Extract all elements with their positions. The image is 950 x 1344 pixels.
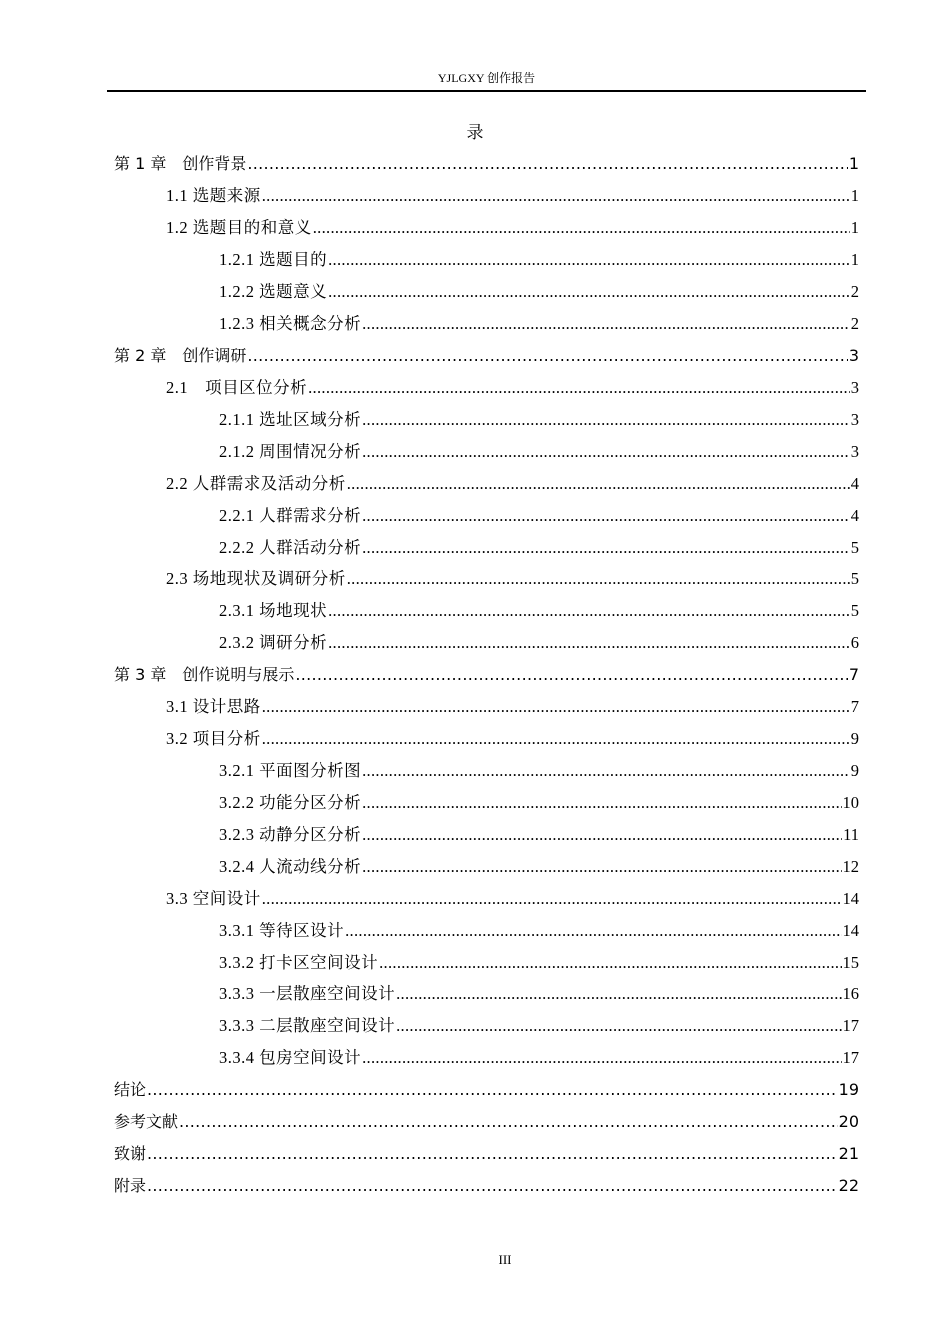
toc-entry-page: 16 (842, 984, 859, 1003)
dot-leader (347, 567, 850, 591)
dot-leader (262, 887, 842, 911)
dot-leader (396, 982, 841, 1006)
dot-leader (345, 919, 841, 943)
toc-title: 录 (466, 123, 484, 143)
toc-entry-page: 17 (842, 1048, 859, 1067)
toc-entry-section-3-2-3[interactable] (219, 823, 859, 847)
dot-leader (295, 663, 847, 687)
toc-entry-section-3-3-1[interactable] (219, 919, 859, 943)
dot-leader (362, 791, 841, 815)
toc-entry-section-2-2[interactable] (166, 472, 859, 496)
toc-entry-label: 第 1 章 创作背景 (114, 154, 247, 173)
toc-entry-page: 1 (848, 154, 859, 173)
toc-entry-appendix[interactable] (114, 1174, 859, 1198)
dot-leader (362, 536, 850, 560)
toc-entry-label: 参考文献 (114, 1112, 179, 1131)
toc-entry-section-2-2-1[interactable] (219, 504, 859, 528)
toc-entry-label: 3.3 空间设计 (166, 889, 261, 908)
toc-entry-section-2-3-1[interactable] (219, 599, 859, 623)
dot-leader (313, 216, 850, 240)
dot-leader (347, 472, 850, 496)
toc-entry-page: 4 (850, 474, 859, 493)
toc-entry-page: 15 (842, 953, 859, 972)
toc-entry-page: 3 (850, 378, 859, 397)
toc-entry-page: 1 (850, 250, 859, 269)
toc-entry-label: 3.3.1 等待区设计 (219, 921, 345, 940)
toc-entry-page: 12 (842, 857, 859, 876)
toc-entry-page: 14 (842, 889, 859, 908)
dot-leader (362, 855, 841, 879)
toc-entry-section-1-2-1[interactable] (219, 248, 859, 272)
toc-entry-page: 1 (850, 186, 859, 205)
dot-leader (247, 344, 847, 368)
dot-leader (328, 280, 850, 304)
toc-entry-page: 3 (848, 346, 859, 365)
toc-entry-label: 1.2 选题目的和意义 (166, 218, 312, 237)
toc-entry-section-2-1[interactable] (166, 376, 859, 400)
toc-entry-page: 5 (850, 569, 859, 588)
dot-leader (379, 951, 841, 975)
toc-entry-label: 2.2.2 人群活动分析 (219, 538, 362, 557)
toc-entry-section-2-1-2[interactable] (219, 440, 859, 464)
toc-entry-conclusion[interactable] (114, 1078, 859, 1102)
toc-entry-page: 7 (850, 697, 859, 716)
dot-leader (362, 312, 850, 336)
toc-entry-page: 22 (838, 1176, 859, 1195)
toc-entry-page: 3 (850, 442, 859, 461)
toc-entry-label: 3.3.4 包房空间设计 (219, 1048, 362, 1067)
dot-leader (362, 408, 850, 432)
toc-entry-page: 21 (838, 1144, 859, 1163)
dot-leader (362, 504, 850, 528)
toc-entry-label: 附录 (114, 1176, 147, 1195)
toc-entry-section-1-2-2[interactable] (219, 280, 859, 304)
toc-entry-section-1-2[interactable] (166, 216, 859, 240)
toc-entry-chapter-1[interactable] (114, 152, 859, 176)
dot-leader (328, 631, 850, 655)
dot-leader (362, 823, 842, 847)
toc-entry-label: 2.3 场地现状及调研分析 (166, 569, 346, 588)
toc-entry-acknowledgements[interactable] (114, 1142, 859, 1166)
toc-entry-label: 1.2.1 选题目的 (219, 250, 328, 269)
toc-entry-label: 第 3 章 创作说明与展示 (114, 665, 295, 684)
toc-entry-page: 5 (850, 538, 859, 557)
toc-entry-section-2-1-1[interactable] (219, 408, 859, 432)
toc-entry-label: 3.2.1 平面图分析图 (219, 761, 362, 780)
toc-entry-page: 14 (842, 921, 859, 940)
toc-entry-section-3-3[interactable] (166, 887, 859, 911)
toc-entry-section-2-3[interactable] (166, 567, 859, 591)
toc-entry-references[interactable] (114, 1110, 859, 1134)
toc-entry-page: 9 (850, 761, 859, 780)
toc-entry-section-3-3-3-b[interactable] (219, 1014, 859, 1038)
toc-entry-label: 1.2.3 相关概念分析 (219, 314, 362, 333)
toc-entry-label: 2.1.1 选址区域分析 (219, 410, 362, 429)
dot-leader (362, 1046, 841, 1070)
toc-entry-section-2-3-2[interactable] (219, 631, 859, 655)
toc-entry-label: 1.2.2 选题意义 (219, 282, 328, 301)
dot-leader (396, 1014, 841, 1038)
dot-leader (147, 1142, 838, 1166)
toc-entry-label: 结论 (114, 1080, 147, 1099)
toc-entry-section-3-2[interactable] (166, 727, 859, 751)
toc-entry-label: 2.2 人群需求及活动分析 (166, 474, 346, 493)
toc-entry-page: 20 (838, 1112, 859, 1131)
toc-entry-section-3-3-2[interactable] (219, 951, 859, 975)
toc-entry-page: 7 (848, 665, 859, 684)
toc-entry-chapter-2[interactable] (114, 344, 859, 368)
dot-leader (147, 1078, 838, 1102)
toc-entry-page: 3 (850, 410, 859, 429)
running-header: YJLGXY 创作报告 (107, 68, 866, 92)
toc-entry-section-3-2-2[interactable] (219, 791, 859, 815)
toc-entry-label: 3.3.3 二层散座空间设计 (219, 1016, 396, 1035)
toc-entry-label: 第 2 章 创作调研 (114, 346, 247, 365)
dot-leader (262, 727, 850, 751)
toc-entry-label: 3.3.2 打卡区空间设计 (219, 953, 379, 972)
dot-leader (362, 759, 850, 783)
toc-entry-section-3-2-4[interactable] (219, 855, 859, 879)
toc-entry-section-1-1[interactable] (166, 184, 859, 208)
toc-entry-page: 2 (850, 282, 859, 301)
dot-leader (147, 1174, 838, 1198)
toc-entry-section-3-3-3-a[interactable] (219, 982, 859, 1006)
dot-leader (328, 248, 850, 272)
toc-entry-section-2-2-2[interactable] (219, 536, 859, 560)
dot-leader (179, 1110, 838, 1134)
toc-entry-label: 2.2.1 人群需求分析 (219, 506, 362, 525)
toc-entry-page: 10 (842, 793, 859, 812)
toc-entry-section-3-2-1[interactable] (219, 759, 859, 783)
toc-entry-page: 6 (850, 633, 859, 652)
toc-entry-page: 9 (850, 729, 859, 748)
toc-entry-chapter-3[interactable] (114, 663, 859, 687)
toc-entry-label: 2.3.1 场地现状 (219, 601, 328, 620)
toc-entry-label: 3.2.3 动静分区分析 (219, 825, 362, 844)
toc-entry-page: 1 (850, 218, 859, 237)
toc-entry-label: 致谢 (114, 1144, 147, 1163)
dot-leader (262, 695, 850, 719)
dot-leader (247, 152, 847, 176)
toc-entry-section-3-1[interactable] (166, 695, 859, 719)
dot-leader (362, 440, 850, 464)
toc-entry-page: 4 (850, 506, 859, 525)
toc-entry-page: 11 (843, 825, 859, 844)
toc-entry-label: 1.1 选题来源 (166, 186, 261, 205)
toc-entry-label: 2.1 项目区位分析 (166, 378, 308, 397)
toc-entry-label: 3.2.2 功能分区分析 (219, 793, 362, 812)
toc-entry-section-3-3-4[interactable] (219, 1046, 859, 1070)
toc-entry-page: 17 (842, 1016, 859, 1035)
toc-entry-page: 2 (850, 314, 859, 333)
toc-entry-label: 3.1 设计思路 (166, 697, 261, 716)
dot-leader (308, 376, 850, 400)
toc-entry-label: 3.3.3 一层散座空间设计 (219, 984, 396, 1003)
dot-leader (262, 184, 850, 208)
toc-entry-label: 3.2.4 人流动线分析 (219, 857, 362, 876)
dot-leader (328, 599, 850, 623)
toc-entry-label: 2.3.2 调研分析 (219, 633, 328, 652)
toc-entry-page: 5 (850, 601, 859, 620)
toc-entry-label: 3.2 项目分析 (166, 729, 261, 748)
toc-entry-page: 19 (838, 1080, 859, 1099)
toc-entry-label: 2.1.2 周围情况分析 (219, 442, 362, 461)
toc-entry-section-1-2-3[interactable] (219, 312, 859, 336)
page-number-footer: III (498, 1252, 512, 1267)
